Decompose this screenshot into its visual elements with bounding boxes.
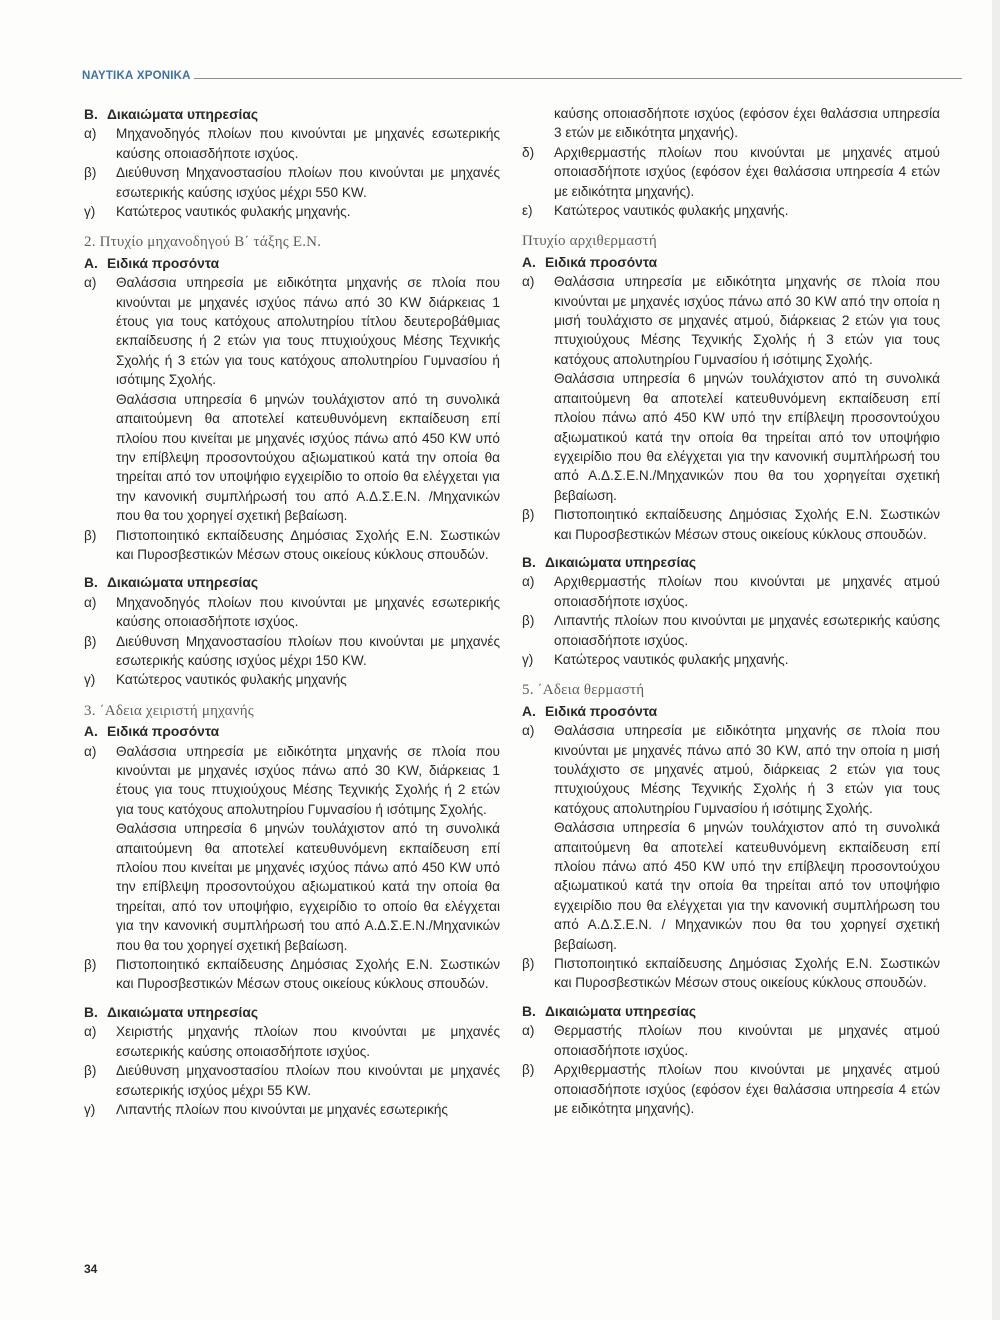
paragraph: Θαλάσσια υπηρεσία 6 μηνών τουλάχιστον από τη συνολικά απαιτούμενη θα αποτελεί κατευθυνόμενη εκπαίδευση επί πλοίου πάνω από 450 KW υπό την επίβλεψη προσοντούχου αξιωματικού κατά την οποία θα τηρείται από τον υποψήφιο εγχειρίδιο που θα ελέγχεται για την κανονική συμπλήρωση του από Α.Δ.Σ.Ε.Ν. / Μηχανικών που θα του χορηγεί σχετική βεβαίωση. — [554, 820, 940, 952]
right-column — [522, 104, 940, 1118]
list-item: ε) Κατώτερος ναυτικός φυλακής μηχανής. — [522, 203, 789, 219]
section-title: 5. ΄Αδεια θερμαστή — [522, 682, 645, 699]
list-item: β) Διεύθυνση Μηχανοστασίου πλοίων που κινούνται με μηχανές εσωτερικής καύσης ισχύος μέχρι 550 KW. — [84, 165, 500, 200]
paragraph: Θαλάσσια υπηρεσία με ειδικότητα μηχανής σε πλοία που κινούνται με μηχανές ισχύος πάνω από 30 KW από την οποία η μισή τουλάχιστο σε μηχανές ατμού, διάρκειας 2 ετών για τους πτυχιούχους Μέσης Τεχνικής Σχολής ή 3 ετών για τους κατόχους απολυτηρίου Γυμνασίου ή ισότιμης Σχολής. — [554, 274, 940, 367]
header-rule — [194, 78, 962, 79]
list-item: β) Πιστοποιητικό εκπαίδευσης Δημόσιας Σχολής Ε.Ν. Σωστικών και Πυροσβεστικών Μέσων στους οικείους κύκλους σπουδών. — [522, 956, 940, 991]
rights-heading: Β. Δικαιώματα υπηρεσίας — [84, 107, 258, 122]
running-header — [82, 66, 962, 86]
paragraph: Θαλάσσια υπηρεσία με ειδικότητα μηχανής σε πλοία που κινούνται με μηχανές ισχύος πάνω από 30 KW διάρκειας 1 έτους για τους κατόχους απολυτηρίου τίτλου δευτεροβάθμιας εκπαίδευσης ή 2 ετών για τους πτυχιούχους Μέσης Τεχνικής Σχολής ή 3 ετών για τους κατόχους απολυτηρίου Γυμνασίου ή ισότιμης Σχολής. — [116, 275, 500, 388]
list-item: α) Χειριστής μηχανής πλοίων που κινούνται με μηχανές εσωτερικής καύσης οποιασδήποτε ισχύος. — [84, 1024, 500, 1059]
list-item: γ) Λιπαντής πλοίων που κινούνται με μηχανές εσωτερικής — [84, 1101, 448, 1117]
list-item: β) Αρχιθερμαστής πλοίων που κινούνται με μηχανές ατμού οποιασδήποτε ισχύος (εφόσον έχει θαλάσσια υπηρεσία 4 ετών με ειδικότητα μηχανής). — [522, 1062, 940, 1116]
list-item: β) Πιστοποιητικό εκπαίδευσης Δημόσιας Σχολής Ε.Ν. Σωστικών και Πυροσβεστικών Μέσων στους οικείους κύκλους σπουδών. — [84, 957, 500, 992]
list-item: β) Λιπαντής πλοίων που κινούνται με μηχανές εσωτερικής καύσης οποιασδήποτε ισχύος. — [522, 613, 940, 648]
list-item: α) Θαλάσσια υπηρεσία με ειδικότητα μηχανής σε πλοία που κινούνται με μηχανές πάνω από 30 KW, από την οποία η μισή τουλάχιστο σε μηχανές ατμού, διάρκειας 2 ετών για τους πτυχιούχους Μέσης Τεχνικής Σχολής ή 3 ετών για τους κατόχους απολυτηρίου Γυμνασίου ή ισότιμης Σχολής. Θαλάσσια υπηρεσία 6 μηνών τουλάχιστον από τη συνολικά απαιτούμενη θα αποτελεί κατευθυνόμενη εκπαίδευση επί πλοίου πάνω από 450 KW υπό την επίβλεψη προσοντούχου αξιωματικού κατά την οποία θα τηρείται από τον υποψήφιο εγχειρίδιο που θα ελέγχεται για την κανονική συμπλήρωση του από Α.Δ.Σ.Ε.Ν. / Μηχανικών που θα του χορηγεί σχετική βεβαίωση. — [522, 721, 940, 954]
section-title: Πτυχίο αρχιθερμαστή — [522, 233, 657, 250]
list-item: β) Πιστοποιητικό εκπαίδευσης Δημόσιας Σχολής Ε.Ν. Σωστικών και Πυροσβεστικών Μέσων στους οικείους κύκλους σπουδών. — [84, 527, 500, 562]
rights-heading: Β. Δικαιώματα υπηρεσίας — [522, 1003, 696, 1019]
list-item: β) Πιστοποιητικό εκπαίδευσης Δημόσιας Σχολής Ε.Ν. Σωστικών και Πυροσβεστικών Μέσων στους οικείους κύκλους σπουδών. — [522, 507, 940, 542]
paragraph: Θαλάσσια υπηρεσία με ειδικότητα μηχανής σε πλοία που κινούνται με μηχανές ισχύος πάνω από 30 KW, διάρκειας 1 έτους για τους πτυχιούχους Μέσης Τεχνικής Σχολής ή 2 ετών για τους κατόχους απολυτηρίου Γυμνασίου ή ισότιμης Σχολής. — [116, 743, 500, 817]
list-item: γ) Κατώτερος ναυτικός φυλακής μηχανής. — [84, 204, 351, 220]
list-item: α) Θαλάσσια υπηρεσία με ειδικότητα μηχανής σε πλοία που κινούνται με μηχανές ισχύος πάνω από 30 KW, διάρκειας 1 έτους για τους πτυχιούχους Μέσης Τεχνικής Σχολής ή 2 ετών για τους κατόχους απολυτηρίου Γυμνασίου ή ισότιμης Σχολής. Θαλάσσια υπηρεσία 6 μηνών τουλάχιστον από τη συνολικά απαιτούμενη θα αποτελεί κατευθυνόμενη εκπαίδευση επί πλοίου που κινείται με μηχανές ισχύος πάνω από 450 KW υπό την επίβλεψη προσοντούχου αξιωματικού κατά την οποία θα τηρείται, από τον υποψήφιο, εγχειρίδιο το οποίο θα ελέγχεται για την κανονική συμπλήρωσή του από Α.Δ.Σ.Ε.Ν./Μηχανικών που θα του χορηγεί σχετική βεβαίωση. — [84, 742, 500, 955]
list-item: β) Διεύθυνση μηχανοστασίου πλοίων που κινούνται με μηχανές εσωτερικής ισχύος μέχρι 55 KW. — [84, 1063, 500, 1098]
qualifications-heading: Α. Ειδικά προσόντα — [84, 255, 220, 271]
qualifications-heading: Α. Ειδικά προσόντα — [522, 254, 658, 270]
list-item: α) Αρχιθερμαστής πλοίων που κινούνται με μηχανές ατμού οποιασδήποτε ισχύος. — [522, 574, 940, 609]
page-edge — [992, 0, 1000, 1320]
list-item: δ) Αρχιθερμαστής πλοίων που κινούνται με μηχανές ατμού οποιασδήποτε ισχύος (εφόσον έχει θαλάσσια υπηρεσία 4 ετών με ειδικότητα μηχανής). — [522, 144, 940, 199]
continued-text: καύσης οποιασδήποτε ισχύος (εφόσον έχει θαλάσσια υπηρεσία 3 ετών με ειδικότητα μηχανής). — [554, 106, 940, 141]
list-item: α) Θαλάσσια υπηρεσία με ειδικότητα μηχανής σε πλοία που κινούνται με μηχανές ισχύος πάνω από 30 KW από την οποία η μισή τουλάχιστο σε μηχανές ατμού, διάρκειας 2 ετών για τους πτυχιούχους Μέσης Τεχνικής Σχολής ή 3 ετών για τους κατόχους απολυτηρίου Γυμνασίου ή ισότιμης Σχολής. Θαλάσσια υπηρεσία 6 μηνών τουλάχιστον από τη συνολικά απαιτούμενη θα αποτελεί κατευθυνόμενη εκπαίδευση επί πλοίου πάνω από 450 KW υπό την επίβλεψη προσοντούχου αξιωματικού κατά την οποία θα τηρείται από τον υποψήφιο εγχειρίδιο που θα ελέγχεται για την κανονική συμπλήρωσή του από Α.Δ.Σ.Ε.Ν./Μηχανικών που θα του χορηγείται σχετική βεβαίωση. — [522, 272, 940, 505]
magazine-title: ΝΑΥΤΙΚΑ ΧΡΟΝΙΚΑ — [82, 70, 191, 82]
qualifications-heading: Α. Ειδικά προσόντα — [84, 724, 220, 740]
rights-heading: Β. Δικαιώματα υπηρεσίας — [522, 554, 696, 570]
paragraph: Θαλάσσια υπηρεσία με ειδικότητα μηχανής σε πλοία που κινούνται με μηχανές πάνω από 30 KW, από την οποία η μισή τουλάχιστο σε μηχανές ατμού, διάρκειας 2 ετών για τους πτυχιούχους Μέσης Τεχνικής Σχολής ή 3 ετών για τους κατόχους απολυτηρίου Γυμνασίου ή ισότιμης Σχολής. — [554, 723, 940, 816]
list-item: α) Μηχανοδηγός πλοίων που κινούνται με μηχανές εσωτερικής καύσης οποιασδήποτε ισχύος. — [84, 126, 500, 161]
rights-heading: Β. Δικαιώματα υπηρεσίας — [84, 575, 258, 591]
left-column — [84, 104, 500, 1119]
paragraph: Θαλάσσια υπηρεσία 6 μηνών τουλάχιστον από τη συνολικά απαιτούμενη θα αποτελεί κατευθυνόμενη εκπαίδευση επί πλοίου πάνω από 450 KW υπό την επίβλεψη προσοντούχου αξιωματικού κατά την οποία θα τηρείται από τον υποψήφιο εγχειρίδιο που θα ελέγχεται για την κανονική συμπλήρωσή του από Α.Δ.Σ.Ε.Ν./Μηχανικών που θα του χορηγείται σχετική βεβαίωση. — [554, 371, 940, 503]
page-number: 34 — [84, 1262, 98, 1276]
section-title: 2. Πτυχίο μηχανοδηγού Β΄ τάξης Ε.Ν. — [84, 234, 322, 251]
paragraph: Θαλάσσια υπηρεσία 6 μηνών τουλάχιστον από τη συνολικά απαιτούμενη θα αποτελεί κατευθυνόμενη εκπαίδευση επί πλοίου που κινείται με μηχανές ισχύος πάνω από 450 KW υπό την επίβλεψη προσοντούχου αξιωματικού κατά την οποία θα τηρείται από τον υποψήφιο εγχειρίδιο το οποίο θα ελέγχεται για την κανονική συμπλήρωσή του από Α.Δ.Σ.Ε.Ν. /Μηχανικών που θα του χορηγεί σχετική βεβαίωση. — [116, 391, 500, 524]
qualifications-heading: Α. Ειδικά προσόντα — [522, 703, 658, 719]
list-item: α) Μηχανοδηγός πλοίων που κινούνται με μηχανές εσωτερικής καύσης οποιασδήποτε ισχύος. — [84, 594, 500, 630]
rights-heading: Β. Δικαιώματα υπηρεσίας — [84, 1004, 258, 1020]
section-title: 3. ΄Αδεια χειριστή μηχανής — [84, 702, 254, 719]
list-item: γ) Κατώτερος ναυτικός φυλακής μηχανής — [84, 672, 347, 688]
list-item: α) Θαλάσσια υπηρεσία με ειδικότητα μηχανής σε πλοία που κινούνται με μηχανές ισχύος πάνω από 30 KW διάρκειας 1 έτους για τους κατόχους απολυτηρίου τίτλου δευτεροβάθμιας εκπαίδευσης ή 2 ετών για τους πτυχιούχους Μέσης Τεχνικής Σχολής ή 3 ετών για τους κατόχους απολυτηρίου Γυμνασίου ή ισότιμης Σχολής. Θαλάσσια υπηρεσία 6 μηνών τουλάχιστον από τη συνολικά απαιτούμενη θα αποτελεί κατευθυνόμενη εκπαίδευση επί πλοίου που κινείται με μηχανές ισχύος πάνω από 450 KW υπό την επίβλεψη προσοντούχου αξιωματικού κατά την οποία θα τηρείται από τον υποψήφιο εγχειρίδιο το οποίο θα ελέγχεται για την κανονική συμπλήρωσή του από Α.Δ.Σ.Ε.Ν. /Μηχανικών που θα του χορηγεί σχετική βεβαίωση. — [84, 273, 500, 525]
list-item: α) Θερμαστής πλοίων που κινούνται με μηχανές ατμού οποιασδήποτε ισχύος. — [522, 1023, 940, 1058]
paragraph: Θαλάσσια υπηρεσία 6 μηνών τουλάχιστον από τη συνολικά απαιτούμενη θα αποτελεί κατευθυνόμενη εκπαίδευση επί πλοίου που κινείται με μηχανές ισχύος πάνω από 450 KW υπό την επίβλεψη προσοντούχου αξιωματικού κατά την οποία θα τηρείται, από τον υποψήφιο, εγχειρίδιο το οποίο θα ελέγχεται για την κανονική συμπλήρωσή του από Α.Δ.Σ.Ε.Ν./Μηχανικών που θα του χορηγεί σχετική βεβαίωση. — [116, 821, 500, 953]
list-item: γ) Κατώτερος ναυτικός φυλακής μηχανής. — [522, 651, 789, 667]
list-item: β) Διεύθυνση Μηχανοστασίου πλοίων που κινούνται με μηχανές εσωτερικής καύσης ισχύος μέχρι 150 KW. — [84, 633, 500, 668]
